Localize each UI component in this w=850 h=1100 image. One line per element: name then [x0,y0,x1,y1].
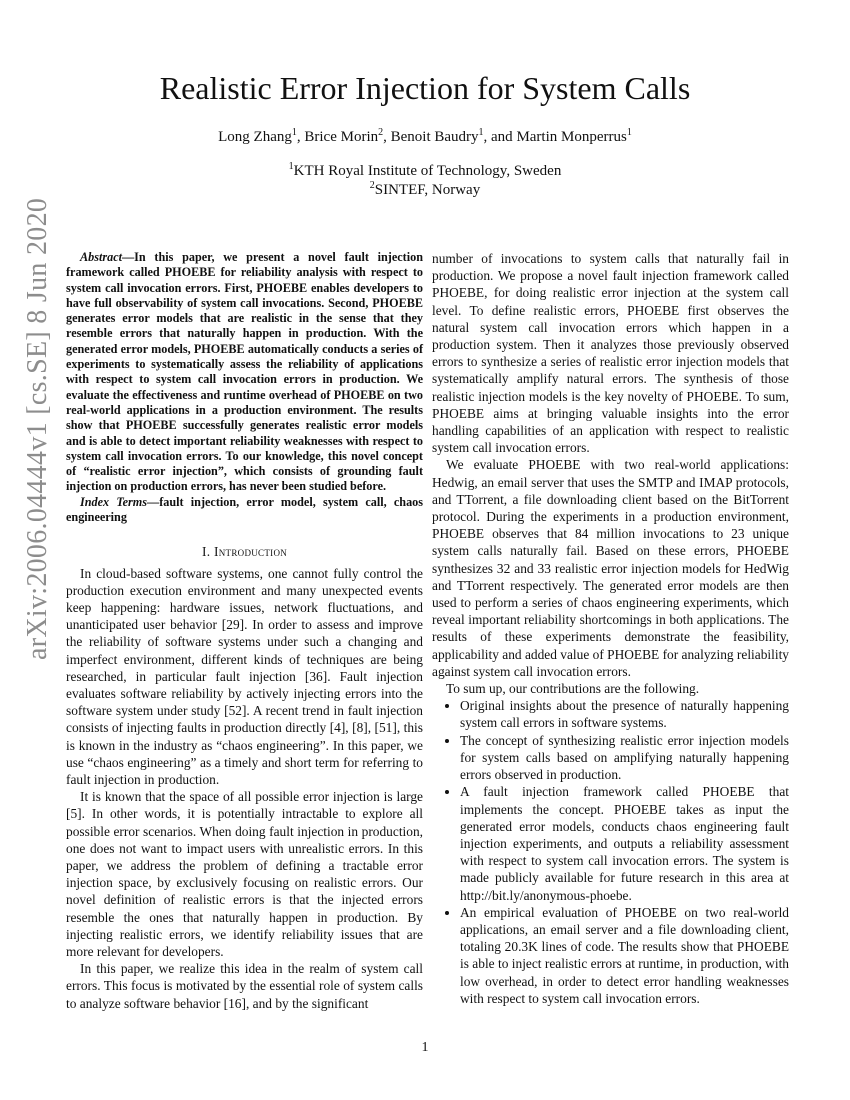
page-number: 1 [421,1040,429,1055]
affiliation-2: $^2$SINTEF, Norway [369,180,481,198]
index-terms [66,495,423,526]
section-heading: I. Introduction [201,544,288,560]
author-name: Long Zhang [218,129,292,145]
index-terms-text: —fault injection, error model, system call, chaos engineering [66,494,424,525]
paragraph: We evaluate PHOEBE with two real-world applications: Hedwig, an email server that uses the SMTP and IMAP protocols, and TTorrent, a file downloading client based on the BitTorrent protocol. During the experiments in a production environment, PHOEBE observes that 84 million invocations to 23 unique system calls naturally fail. Based on these errors, PHOEBE synthesizes 32 and 33 realistic error injection models for HedWig and TTorrent respectively. The generated error models are then used to perform a series of chaos engineering experiments, which reveal important reliability shortcomings in both applications. The results of these experiments demonstrate the feasibility, applicability and added value of PHOEBE for analyzing reliability against system call invocation errors. [432,457,789,679]
contribution-list [432,697,789,1007]
index-terms-label: Index Terms [80,494,148,509]
left-column [66,250,423,1012]
paragraph: In this paper, we realize this idea in the realm of system call errors. This focus is motivated by the essential role of system calls to analyze software behavior [16], and by the significant [66,961,423,1011]
arxiv-identifier: arXiv:2006.04444v1 [cs.SE] 8 Jun 2020 [22,197,53,660]
list-item: • Original insights about the presence of naturally happening system call errors in software systems. [460,697,789,731]
list-item: • A fault injection framework called PHOEBE that implements the concept. PHOEBE takes as input the generated error models, conducts chaos engineering fault injection experiments, and outputs a reliability assessment with respect to system call invocation errors. The system is made publicly available for future research in this area at http://bit.ly/anonymous-phoebe. [460,783,789,903]
author-name: Brice Morin [304,129,379,145]
paragraph: It is known that the space of all possible error injection is large [5]. In other words, it is potentially intractable to explore all possible error scenarios. When doing fault injection in production, one does not want to impact users with unrealistic errors. In this paper, we address the problem of defining a tractable error injection space, by exclusively focusing on realistic errors. Our novel definition of realistic errors is that the injected errors resemble the ones that naturally happen in production. By injecting realistic errors, we identify reliability issues that are more relevant for developers. [66,789,423,960]
paper-title: Realistic Error Injection for System Calls [159,70,691,106]
author-name: Martin Monperrus [516,129,627,145]
abstract [66,250,423,495]
author-name: Benoit Baudry [390,129,479,145]
author-list: Long Zhang$^1$, Brice Morin$^2$, Benoit Baudry$^1$, and Martin Monperrus$^1$ [218,127,632,145]
author-affiliation-mark: 1 [478,127,484,138]
author-affiliation-mark: 2 [378,127,384,138]
author-affiliation-mark: 1 [291,127,297,138]
paragraph: To sum up, our contributions are the following. [446,681,700,697]
abstract-label: Abstract [80,250,122,264]
paragraph: In cloud-based software systems, one cannot fully control the production execution environment and many unexpected events keep happening: hardware issues, network fluctuations, and unanticipated user behavior [29]. In order to assess and improve the reliability of software systems under such a changing and imperfect environment, different kinds of techniques are being researched, in particular fault injection [36]. Fault injection evaluates software reliability by actively injecting errors into the software system under study [52]. A recent trend in fault injection consists of injecting faults in production directly [4], [8], [51], this is known in the industry as “chaos engineering”. In this paper, we use “chaos engineering” as a timely and short term for referring to fault injection in production. [66,565,423,787]
paragraph: number of invocations to system calls that naturally fail in production. We propose a novel fault injection framework called PHOEBE, for doing realistic error injection at the system call level. To define realistic errors, PHOEBE first observes the natural system call invocation errors which happen in a production system. Then it analyzes those previously observed errors to synthesize a series of realistic error injection models that systematically amplify natural errors. The synthesis of those realistic injection models is the key novelty of PHOEBE. To sum, PHOEBE aims at bringing valuable insights into the error handling capabilities of an application with respect to realistic system call invocation errors. [432,251,789,456]
right-column [432,250,789,1007]
author-affiliation-mark: 1 [626,127,632,138]
abstract-text: —In this paper, we present a novel fault injection framework called PHOEBE for reliability analysis with respect to system call invocation errors. First, PHOEBE enables developers to have full observability of system call invocations. Second, PHOEBE generates error models that are realistic in the sense that they resemble errors that naturally happen in production. With the generated error models, PHOEBE automatically conducts a series of experiments to systematically assess the reliability of applications with respect to system call invocation errors in production. We evaluate the effectiveness and runtime overhead of PHOEBE on two real-world applications in a production environment. The results show that PHOEBE successfully generates realistic error models and is able to detect important reliability weaknesses with respect to system call invocation errors. To our knowledge, this novel concept of “realistic error injection”, which consists of grounding fault injection on production errors, has never been studied before. [66,250,423,494]
list-item: • An empirical evaluation of PHOEBE on two real-world applications, an email server and a file downloading client, totaling 20.3K lines of code. The results show that PHOEBE is able to inject realistic errors at runtime, in production, with low overhead, in order to detect error handling weaknesses with respect to system call invocation errors. [460,904,789,1007]
affiliation-1: $^1$KTH Royal Institute of Technology, Sweden [288,161,562,179]
list-item: • The concept of synthesizing realistic error injection models for system calls based on amplifying naturally happening errors observed in production. [460,732,789,784]
